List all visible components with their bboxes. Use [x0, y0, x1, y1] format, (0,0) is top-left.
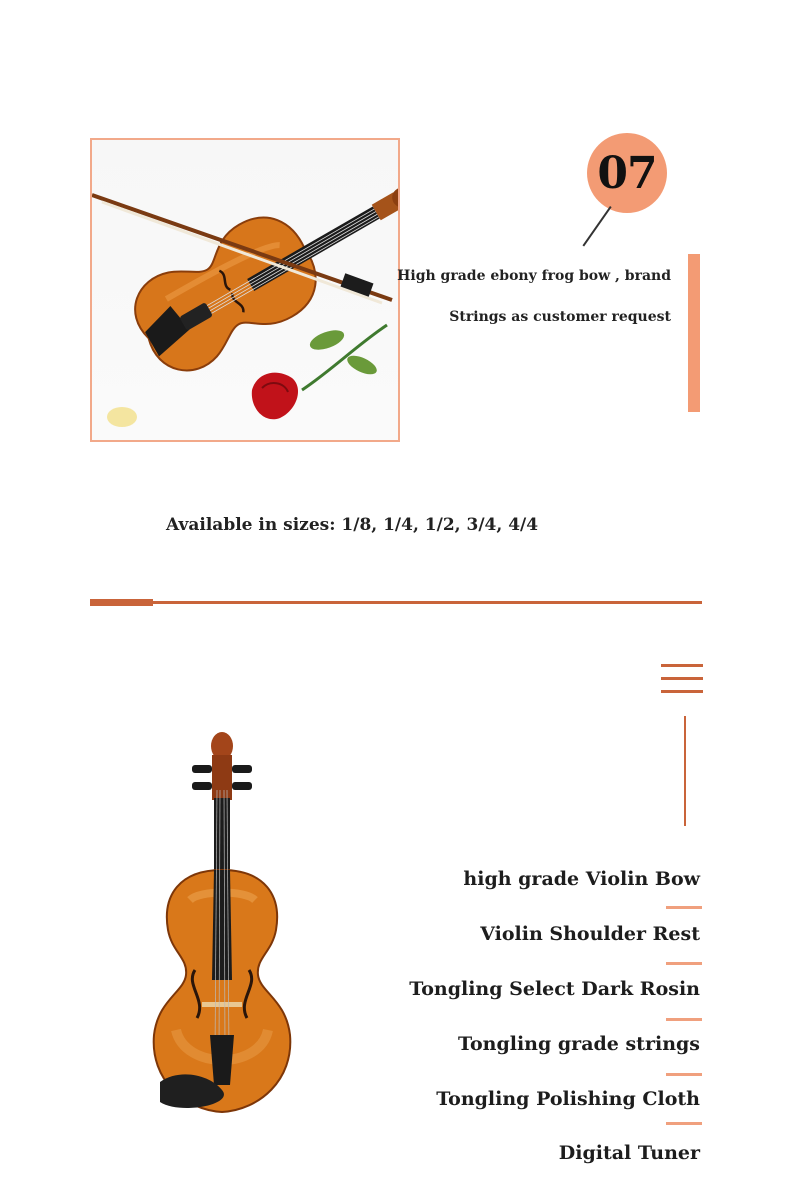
- badge-pointer-line: [582, 206, 611, 246]
- product-photo: [90, 138, 400, 442]
- accessory-underline: [666, 1073, 702, 1076]
- accessory-rosin: Tongling Select Dark Rosin: [409, 978, 700, 1000]
- accessory-violin-bow: high grade Violin Bow: [463, 868, 700, 890]
- section-divider-accent: [90, 599, 153, 606]
- vertical-rule: [684, 716, 686, 826]
- accessory-polishing-cloth: Tongling Polishing Cloth: [436, 1088, 700, 1110]
- accent-bar: [688, 254, 700, 412]
- feature-bow: High grade ebony frog bow , brand: [397, 268, 671, 284]
- section-divider: [90, 601, 702, 604]
- violin-front-image: [140, 730, 305, 1125]
- menu-icon: [661, 664, 703, 694]
- accessory-digital-tuner: Digital Tuner: [558, 1142, 700, 1164]
- accessory-underline: [666, 906, 702, 909]
- accessory-underline: [666, 1122, 702, 1125]
- feature-strings: Strings as customer request: [449, 309, 671, 325]
- step-number-badge: [587, 133, 667, 213]
- violin-with-bow-and-rose-image: [92, 140, 398, 440]
- sizes-text: Available in sizes: 1/8, 1/4, 1/2, 3/4, 4/4: [166, 515, 539, 535]
- accessory-underline: [666, 962, 702, 965]
- step-number: 07: [597, 147, 657, 199]
- accessory-underline: [666, 1018, 702, 1021]
- accessory-strings: Tongling grade strings: [458, 1033, 700, 1055]
- accessory-shoulder-rest: Violin Shoulder Rest: [480, 923, 700, 945]
